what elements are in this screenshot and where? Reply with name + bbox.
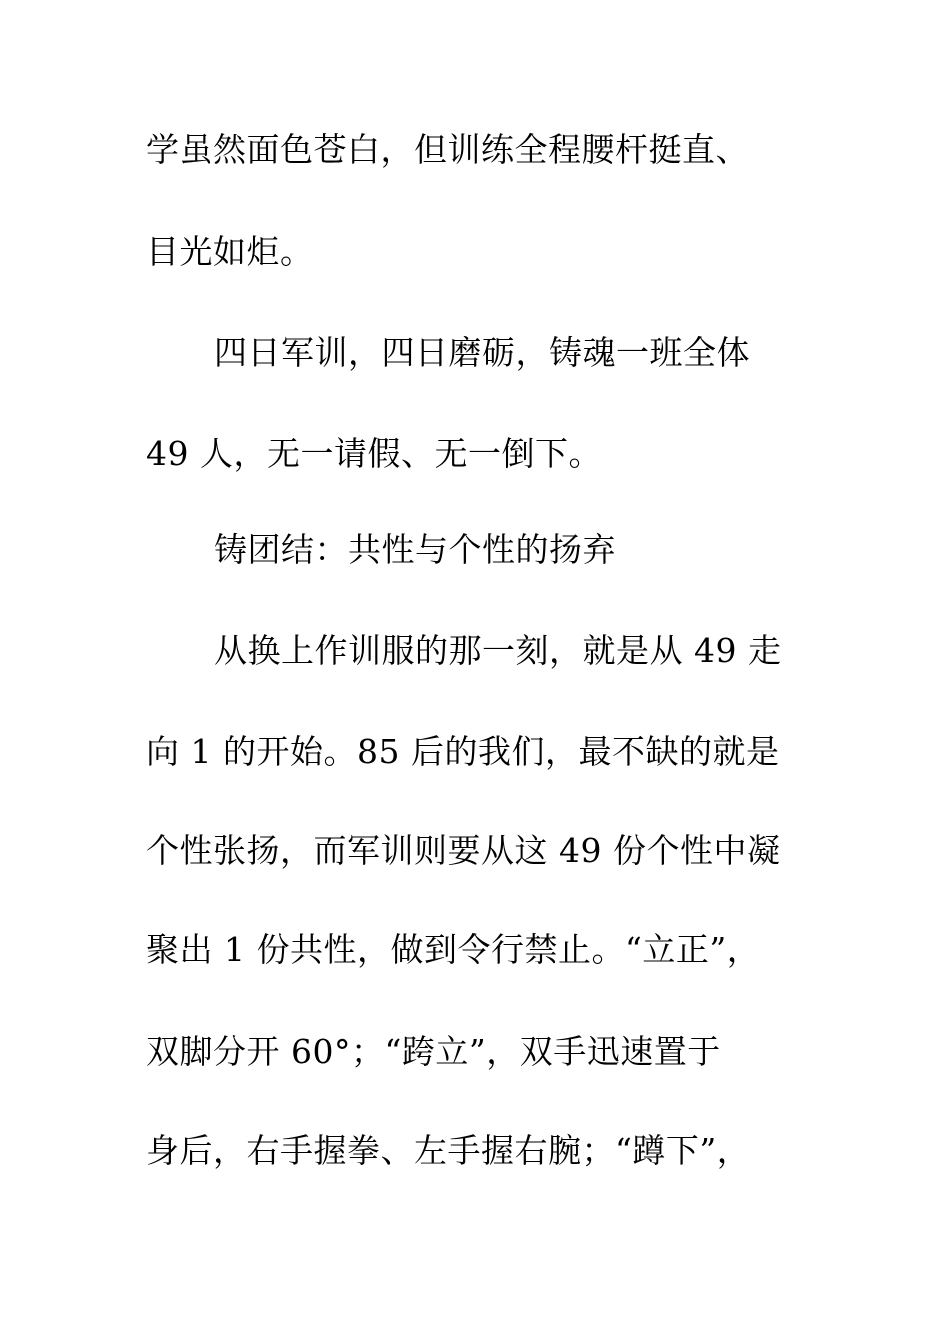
paragraph-line-1: 学虽然面色苍白，但训练全程腰杆挺直、 bbox=[146, 130, 749, 169]
paragraph-line-7: 向 1 的开始。85 后的我们，最不缺的就是 bbox=[146, 732, 780, 771]
paragraph-line-3: 四日军训，四日磨砺，铸魂一班全体 bbox=[214, 333, 750, 372]
section-heading: 铸团结：共性与个性的扬弃 bbox=[214, 530, 616, 569]
paragraph-line-2: 目光如炬。 bbox=[146, 232, 314, 271]
paragraph-line-11: 身后，右手握拳、左手握右腕；“蹲下”， bbox=[146, 1131, 751, 1170]
paragraph-line-10: 双脚分开 60°；“跨立”，双手迅速置于 bbox=[146, 1032, 721, 1071]
paragraph-line-9: 聚出 1 份共性，做到令行禁止。“立正”， bbox=[146, 930, 761, 969]
paragraph-line-4: 49 人，无一请假、无一倒下。 bbox=[146, 434, 602, 473]
paragraph-line-6: 从换上作训服的那一刻，就是从 49 走 bbox=[214, 631, 782, 670]
paragraph-line-8: 个性张扬，而军训则要从这 49 份个性中凝 bbox=[146, 831, 781, 870]
